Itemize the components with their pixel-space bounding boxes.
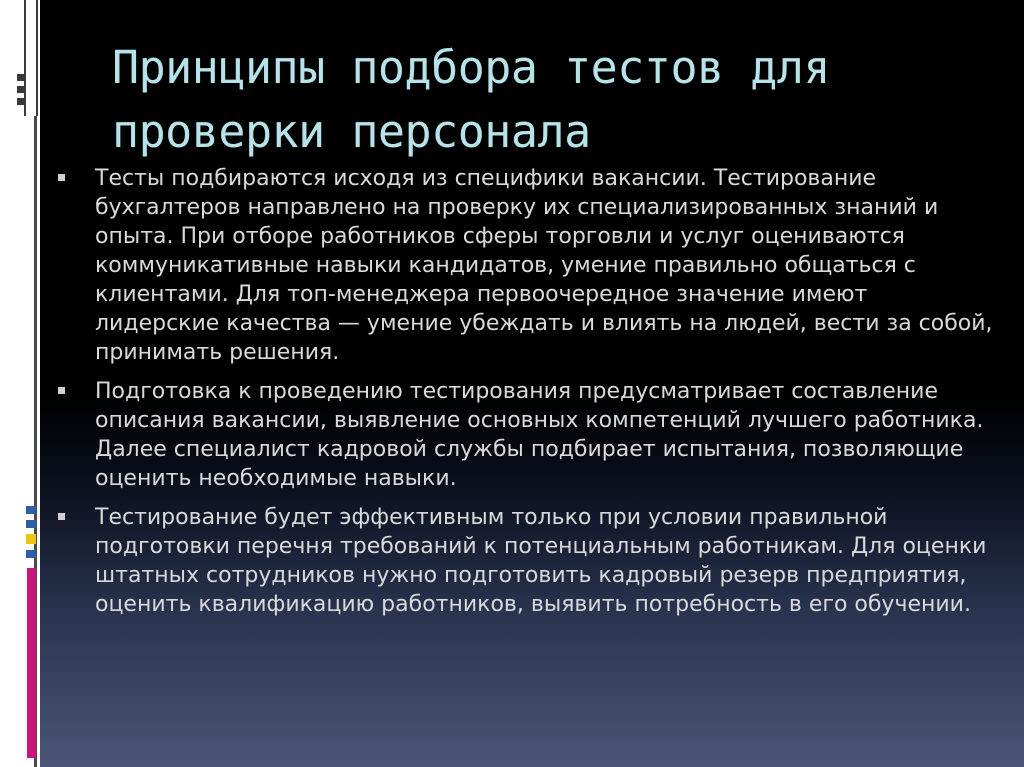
bullet-item xyxy=(58,164,998,367)
bullet-square-icon xyxy=(58,513,65,520)
slide xyxy=(40,0,1024,767)
bullet-list xyxy=(58,164,998,629)
slide-title: Принципы подбора тестов для проверки персонала xyxy=(112,41,830,158)
bullet-square-icon xyxy=(58,387,65,394)
bullet-text: Тестирование будет эффективным только при условии правильной подготовки перечня требований к потенциальным работникам. Для оценки штатных сотрудников нужно подготовить кадровый резерв предприятия, оценить квалификацию работников, выявить потребность в его обучении. xyxy=(95,505,987,617)
lower-decor-marks xyxy=(26,506,38,566)
bullet-square-icon xyxy=(58,174,65,181)
bullet-text: Тесты подбираются исходя из специфики вакансии. Тестирование бухгалтеров направлено на проверку их специализированных знаний и опыта. При отборе работников сферы торговли и услуг оцениваются коммуникативные навыки кандидатов, умение правильно общаться с клиентами. Для топ-менеджера первоочередное значение имеют лидерские качества — умение убеждать и влиять на людей, вести за собой, принимать решения. xyxy=(95,166,993,365)
top-decor-bars xyxy=(14,0,36,116)
bullet-text: Подготовка к проведению тестирования предусматривает составление описания вакансии, выявление основных компетенций лучшего работника. Далее специалист кадровой службы подбирает испытания, позволяющие оценить необходимые навыки. xyxy=(95,379,984,491)
bullet-item xyxy=(58,377,998,493)
bullet-item xyxy=(58,503,998,619)
bottom-accent-bar xyxy=(27,568,36,758)
